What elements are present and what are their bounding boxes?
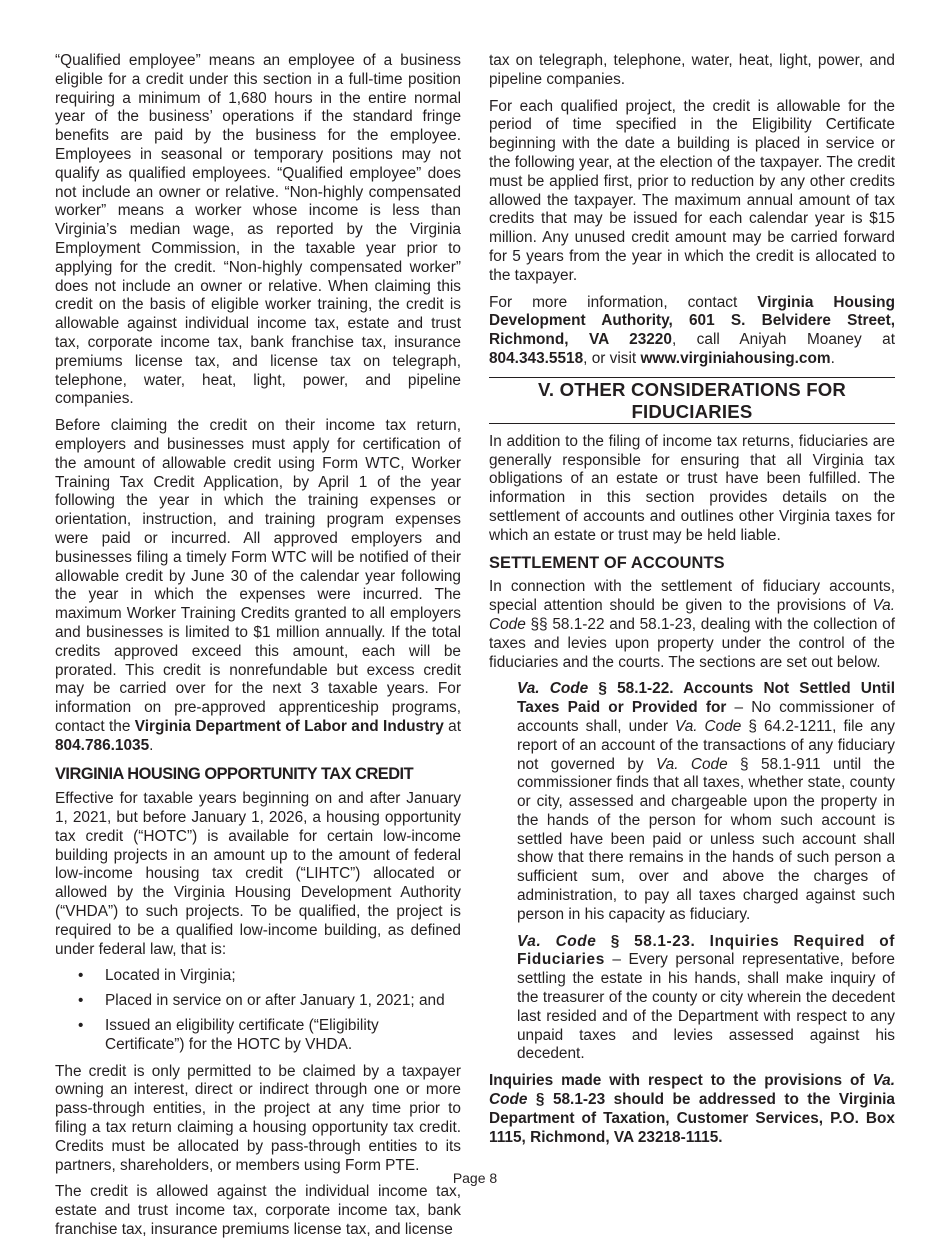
hotc-period-paragraph: For each qualified project, the credit is allowable for the period of time specified in the Eligibility Certificate beginning with the date a building is placed in service or the following year, at the election of the taxpayer. The credit must be applied first, prior to reduction by any other credits allowed the taxpayer. The maximum annual amount of tax credits that may be issued for each calendar year is $15 million. Any unused credit amount may be carried forward for 5 years from the year in which the credit is allocated to the taxpayer. xyxy=(489,97,895,284)
list-item: • Placed in service on or after January 1, 2021; and xyxy=(78,992,461,1011)
settlement-text-end: §§ 58.1-22 and 58.1-23, dealing with the collection of taxes and levies upon property under the control of the fiduciaries and the courts. The sections are set out below. xyxy=(489,615,895,671)
dol-name: Virginia Department of Labor and Industry xyxy=(134,717,444,735)
visit-text: , or visit xyxy=(583,349,641,367)
contact-text: For more information, contact xyxy=(489,293,758,311)
fiduciary-intro-paragraph: In addition to the filing of income tax returns, fiduciaries are generally responsible for ensuring that all Virginia tax obligations of an estate or trust have been fulfilled. The information in this section provides details on the settlement of accounts and outlines other Virginia taxes for which an estate or trust may be held liable. xyxy=(489,432,895,544)
period: . xyxy=(830,349,835,367)
quote-text: § 58.1-911 until the commissioner finds that all taxes, whether state, county or city, assessed and chargeable upon the property in the hands of the person for whom such account is settled have been paid or unless such account shall show that there remains in the hands of such person a sufficient sum, over and above the charges of administration, to pay all taxes charged against such person in his capacity as fiduciary. xyxy=(517,755,895,923)
hotc-intro-paragraph: Effective for taxable years beginning on and after January 1, 2021, but before January 1, 2026, a housing opportunity tax credit (“HOTC”) is available for certain low-income building projects in an amount up to the amount of federal low-income housing tax credit (“LIHTC”) allocated or allowed by the Virginia Housing Development Authority (“VHDA”) to such projects. To be qualified, the project is required to be a qualified low-income building, as defined under federal law, that is: xyxy=(55,790,461,958)
hotc-claim-paragraph: The credit is only permitted to be claimed by a taxpayer owning an interest, direct or indirect through one or more pass-through entities, in the project at any time prior to filing a tax return claiming a housing opportunity tax credit. Credits must be allocated by pass-through entities to its partners, shareholders, or members using Form PTE. xyxy=(55,1062,461,1174)
inquiries-text: Inquiries made with respect to the provisions of xyxy=(489,1072,873,1090)
qualified-employee-paragraph: “Qualified employee” means an employee of a business eligible for a credit under this section in a full-time position requiring a minimum of 1,680 hours in the entire normal year of the business’ operations if the standard fringe benefits are paid by the business for the employee. Employees in seasonal or temporary positions may not qualify as qualified employees. “Qualified employee” does not include an owner or relative. “Non-highly compensated worker” means a worker whose income is less than Virginia’s median wage, as reported by the Virginia Employment Commission, in the taxable year prior to applying for the credit. “Non-highly compensated worker” does not include an owner or relative. When claiming this credit on the basis of eligible worker training, the credit is allowable against individual income tax, estate and trust tax, corporate income tax, bank franchise tax, insurance premiums license tax, and license tax on telegraph, telephone, water, heat, light, power, and pipeline companies. xyxy=(55,52,461,408)
period: . xyxy=(149,736,154,754)
call-text: , call Aniyah Moaney at xyxy=(671,331,896,349)
code-ref: Va. Code xyxy=(489,1072,895,1109)
settlement-text: In connection with the settlement of fiduciary accounts, special attention should be given to the provisions of xyxy=(489,578,895,615)
code-ref: Va. Code xyxy=(655,755,728,773)
certification-text: Before claiming the credit on their income tax return, employers and businesses must apply for certification of the amount of allowable credit using Form WTC, Worker Training Tax Credit Application, by April 1 of the year following the year in which the training expenses or orientation, instruction, and training program expenses were paid or incurred. All approved employers and businesses filing a timely Form WTC will be notified of their allowable credit by June 30 of the calendar year following the year in which the expenses were incurred. The maximum Worker Training Credits granted to all employers and businesses is limited to $1 million annually. If the total credits approved exceed this amount, each will be prorated. This credit is nonrefundable but excess credit may be carried over for the next 3 taxable years. For information on pre-approved apprenticeship programs, contact the xyxy=(55,417,461,735)
settlement-paragraph xyxy=(489,578,895,672)
code-title: § 58.1-22. Accounts Not Settled Until Taxes Paid or Provided for xyxy=(517,680,895,717)
hotc-continued-paragraph: tax on telegraph, telephone, water, heat, light, power, and pipeline companies. xyxy=(489,52,895,88)
quote-text: – No commissioner of accounts shall, under xyxy=(517,699,895,735)
dol-phone: 804.786.1035 xyxy=(55,736,150,754)
list-item: • Located in Virginia; xyxy=(78,967,461,986)
code-58-1-23-quote xyxy=(517,933,895,1065)
certification-paragraph xyxy=(55,417,461,755)
section-v-title: V. OTHER CONSIDERATIONS FOR FIDUCIARIES xyxy=(489,377,895,424)
inquiries-address: § 58.1-23 should be addressed to the Virginia Department of Taxation, Customer Services, P.O. Box 1115, Richmond, VA 23218-1115. xyxy=(489,1091,895,1146)
left-column xyxy=(55,52,461,1248)
code-58-1-22-quote xyxy=(517,680,895,924)
code-ref: Va. Code xyxy=(675,717,742,735)
hotc-criteria-list xyxy=(55,967,461,1054)
hotc-allowed-paragraph: The credit is allowed against the individual income tax, estate and trust income tax, corporate income tax, bank franchise tax, insurance premiums license tax, and license xyxy=(55,1183,461,1239)
vhda-contact-paragraph xyxy=(489,294,895,369)
vhda-phone: 804.343.5518 xyxy=(489,349,584,367)
code-ref: Va. Code xyxy=(517,932,597,950)
inquiries-paragraph xyxy=(489,1072,895,1147)
vhda-website: www.virginiahousing.com xyxy=(640,349,831,367)
settlement-heading: SETTLEMENT OF ACCOUNTS xyxy=(489,553,725,572)
hotc-heading: VIRGINIA HOUSING OPPORTUNITY TAX CREDIT xyxy=(55,765,414,784)
list-item: • Issued an eligibility certificate (“Eligibility Certificate”) for the HOTC by VHDA. xyxy=(78,1017,461,1055)
page-number: Page 8 xyxy=(452,1170,498,1186)
vhda-address: Virginia Housing Development Authority, 601 S. Belvidere Street, Richmond, VA 23220 xyxy=(489,293,895,349)
quote-text: § 64.2-1211, file any report of an account of the transactions of any fiduciary not governed by xyxy=(517,717,895,773)
code-ref: Va. Code xyxy=(517,680,589,698)
at-text: at xyxy=(443,717,461,735)
code-ref: Va. Code xyxy=(489,597,895,633)
right-column xyxy=(489,52,895,1155)
code-title: § 58.1-23. Inquiries Required of Fiduciaries xyxy=(517,932,895,969)
quote-text: – Every personal representative, before settling the estate in his hands, shall make inquiry of the treasurer of the county or city wherein the decedent last resided and of the Department with respect to any unpaid taxes and levies assessed against his decedent. xyxy=(517,951,895,1063)
